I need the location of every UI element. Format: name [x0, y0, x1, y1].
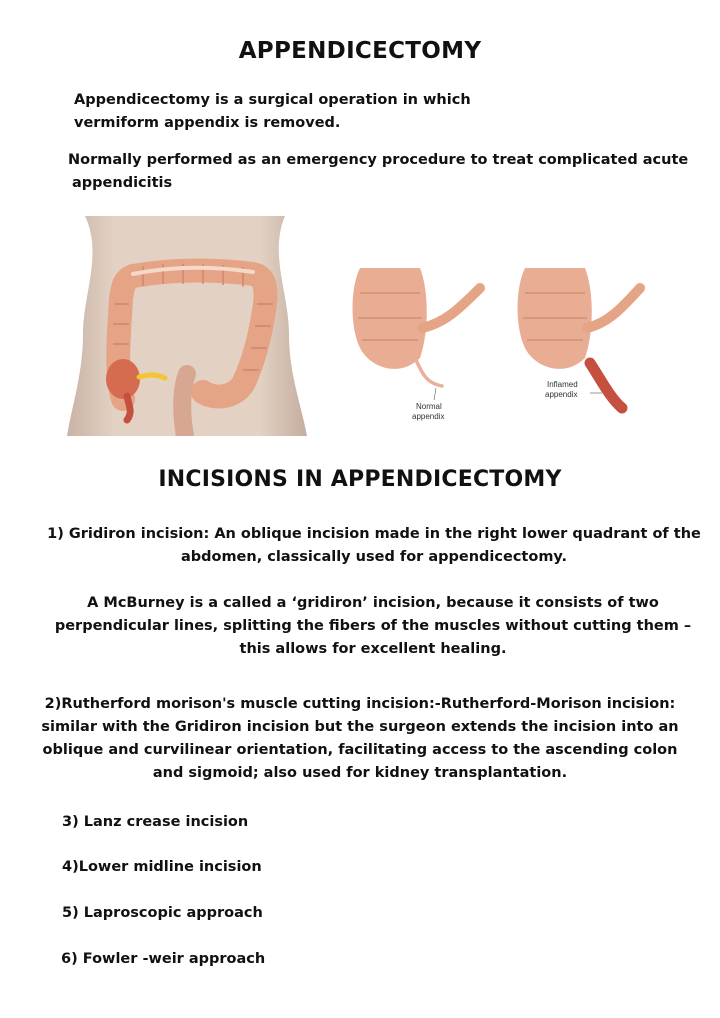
incision-2-line-4: and sigmoid; also used for kidney transplantation.: [152, 765, 568, 781]
list-item-6: 6) Fowler -weir approach: [61, 951, 266, 967]
mcburney-line-2: perpendicular lines, splitting the fibers of the muscles without cutting them –: [54, 618, 692, 634]
list-item-3: 3) Lanz crease incision: [62, 814, 249, 830]
list-item-4: 4)Lower midline incision: [62, 859, 262, 875]
incision-1-paragraph: [40, 523, 708, 569]
normal-appendix-label-2: appendix: [412, 412, 445, 421]
mcburney-paragraph: [40, 592, 706, 661]
incision-2-line-3: oblique and curvilinear orientation, facilitating access to the ascending colon: [42, 742, 678, 758]
mcburney-line-1: A McBurney is a called a ‘gridiron’ incision, because it consists of two: [87, 595, 659, 611]
intro-line-1: Appendicectomy is a surgical operation in which: [74, 92, 471, 108]
intro2-line-2: appendicitis: [72, 175, 173, 191]
appendix-comparison-illustration: [350, 248, 660, 428]
incision-2-line-2: similar with the Gridiron incision but the surgeon extends the incision into an: [41, 719, 679, 735]
incision-1-line-1: 1) Gridiron incision: An oblique incision made in the right lower quadrant of the: [47, 526, 701, 542]
normal-appendix-label-1: Normal: [416, 402, 442, 411]
section-title: INCISIONS IN APPENDICECTOMY: [158, 467, 562, 492]
incision-2-paragraph: [40, 693, 680, 785]
intro2-line-1: Normally performed as an emergency procedure to treat complicated acute: [68, 152, 689, 168]
list-item-5: 5) Laproscopic approach: [62, 905, 263, 921]
normal-appendix-diagram: [353, 268, 481, 421]
inflamed-appendix-label-2: appendix: [545, 390, 578, 399]
page-title: APPENDICECTOMY: [238, 38, 482, 64]
intro-paragraph-2: [68, 149, 708, 195]
inflamed-appendix-diagram: [518, 268, 641, 408]
intro-line-2: vermiform appendix is removed.: [74, 115, 341, 131]
incision-2-line-1: 2)Rutherford morison's muscle cutting incision:-Rutherford-Morison incision:: [44, 696, 676, 712]
intro-paragraph-1: [74, 89, 494, 135]
mcburney-line-3: this allows for excellent healing.: [239, 641, 507, 657]
abdomen-colon-illustration: [63, 214, 311, 436]
incision-1-line-2: abdomen, classically used for appendicectomy.: [180, 549, 568, 565]
inflamed-appendix-label-1: Inflamed: [547, 380, 578, 389]
